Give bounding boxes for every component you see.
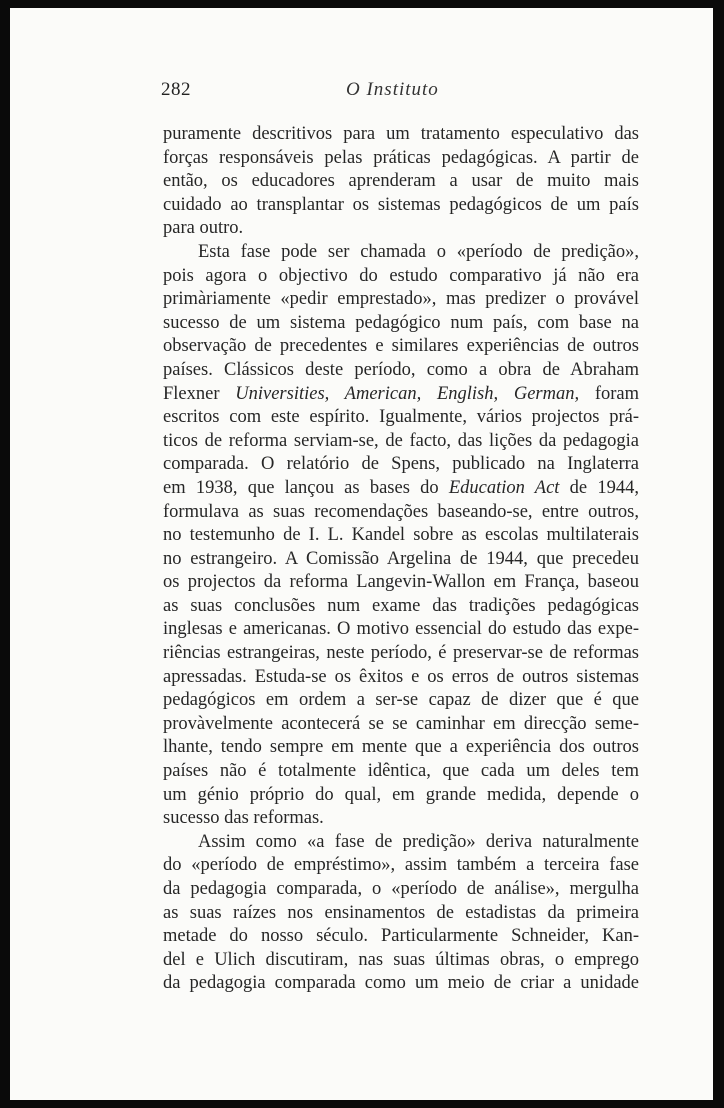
text-line: escritos com este espírito. Igualmente, vários projectos prá- bbox=[163, 407, 639, 428]
text-line: ticos de reforma serviam-se, de facto, das lições da pedagogia bbox=[163, 430, 639, 451]
running-head bbox=[10, 8, 713, 118]
text-line: observação de precedentes e similares experiências de outros bbox=[163, 336, 639, 357]
text-line: pois agora o objectivo do estudo comparativo já não era bbox=[163, 265, 639, 286]
text-line: países. Clássicos deste período, como a obra de Abraham bbox=[163, 359, 639, 380]
text-line: no testemunho de I. L. Kandel sobre as escolas multilaterais bbox=[163, 525, 639, 546]
text-line: puramente descritivos para um tratamento especulativo das bbox=[163, 124, 639, 144]
text-line: um génio próprio do qual, em grande medida, depende o bbox=[163, 784, 639, 805]
text-line: cuidado ao transplantar os sistemas pedagógicos de um país bbox=[163, 194, 639, 215]
text-line: sucesso das reformas. bbox=[163, 808, 324, 829]
text-line: as suas raízes nos ensinamentos de estadistas da primeira bbox=[163, 902, 639, 923]
text-line: no estrangeiro. A Comissão Argelina de 1944, que precedeu bbox=[163, 548, 639, 569]
text-line: metade do nosso século. Particularmente Schneider, Kan- bbox=[163, 926, 639, 947]
text-line: para outro. bbox=[163, 218, 244, 239]
text-line: então, os educadores aprenderam a usar de muito mais bbox=[163, 171, 639, 192]
text-line: apressadas. Estuda-se os êxitos e os erros de outros sistemas bbox=[163, 666, 639, 687]
text-line: do «período de empréstimo», assim também a terceira fase bbox=[163, 855, 639, 876]
body-text bbox=[163, 123, 639, 996]
book-page bbox=[10, 8, 713, 1100]
book-title-italic: Universities, American, English, German, bbox=[235, 383, 580, 404]
paragraph-start-line: Assim como «a fase de predição» deriva naturalmente bbox=[198, 831, 639, 852]
text-line: lhante, tendo sempre em mente que a experiência dos outros bbox=[163, 737, 639, 758]
text-line: riências estrangeiras, neste período, é preservar-se de reformas bbox=[163, 643, 639, 664]
text-line: países não é totalmente idêntica, que cada um deles tem bbox=[163, 761, 639, 782]
text-segment: em 1938, que lançou as bases do bbox=[163, 477, 449, 498]
text-line: formulava as suas recomendações baseando-se, entre outros, bbox=[163, 501, 639, 522]
text-segment: de 1944, bbox=[559, 477, 640, 498]
text-line: comparada. O relatório de Spens, publicado na Inglaterra bbox=[163, 454, 639, 475]
text-line: provàvelmente acontecerá se se caminhar em direcção seme- bbox=[163, 713, 639, 734]
text-line: da pedagogia comparada como um meio de criar a unidade bbox=[163, 973, 639, 994]
text-segment: Flexner bbox=[163, 383, 236, 404]
paragraph-start-line: Esta fase pode ser chamada o «período de predição», bbox=[198, 241, 639, 262]
text-line: primàriamente «pedir emprestado», mas predizer o provável bbox=[163, 289, 639, 310]
act-title-italic: Education Act bbox=[448, 477, 560, 498]
text-line: pedagógicos em ordem a ser-se capaz de dizer que é que bbox=[163, 690, 639, 711]
text-line: del e Ulich discutiram, nas suas últimas obras, o emprego bbox=[163, 949, 639, 970]
page-number: 282 bbox=[161, 79, 191, 100]
text-line: os projectos da reforma Langevin-Wallon em França, baseou bbox=[163, 572, 639, 593]
text-line-with-italic bbox=[163, 477, 639, 501]
text-line: sucesso de um sistema pedagógico num país, com base na bbox=[163, 312, 639, 333]
text-line: da pedagogia comparada, o «período de análise», mergulha bbox=[163, 879, 639, 899]
text-line-with-italic bbox=[163, 383, 639, 407]
text-line: forças responsáveis pelas práticas pedagógicas. A partir de bbox=[163, 147, 639, 168]
text-segment: foram bbox=[579, 383, 639, 404]
text-line: as suas conclusões num exame das tradições pedagógicas bbox=[163, 595, 639, 616]
text-line: inglesas e americanas. O motivo essencial do estudo das expe- bbox=[163, 619, 639, 640]
running-title: O Instituto bbox=[346, 79, 439, 100]
